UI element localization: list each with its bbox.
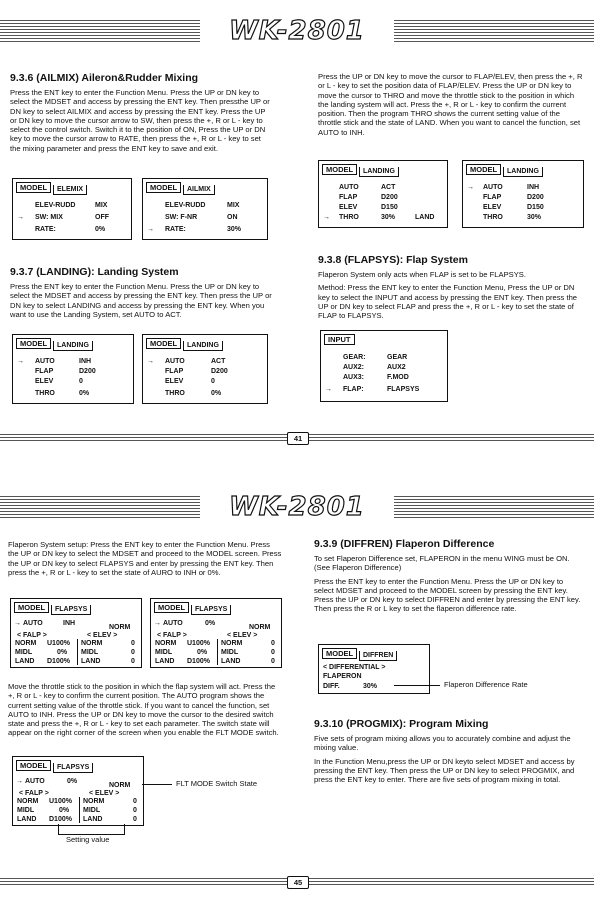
lcd-row-label: LAND bbox=[81, 658, 101, 665]
lcd-row-value: F.MOD bbox=[387, 374, 409, 381]
lcd-row-value: 0 bbox=[133, 807, 137, 814]
paragraph: Flaperon System only acts when FLAP is set to be FLAPSYS. bbox=[318, 270, 526, 279]
paragraph: Five sets of program mixing allows you to accurately combine and adjust the mixing value. bbox=[314, 734, 571, 753]
lcd-row-label: AUTO bbox=[163, 620, 183, 627]
lcd-row-label: DIFF. bbox=[323, 683, 340, 690]
right-column bbox=[318, 72, 584, 141]
lcd-row-value: U100% bbox=[187, 640, 210, 647]
cursor-arrow-icon: → bbox=[17, 358, 24, 365]
lcd-screen-landing-inh bbox=[12, 334, 134, 404]
cursor-arrow-icon: → bbox=[14, 620, 21, 627]
page-number: 45 bbox=[287, 876, 309, 889]
lcd-screen-input bbox=[320, 330, 448, 402]
lcd-row-label: RATE: bbox=[165, 226, 186, 233]
lcd-row-value: 30% bbox=[381, 214, 396, 221]
cursor-arrow-icon: → bbox=[16, 778, 23, 785]
cursor-arrow-icon: → bbox=[467, 184, 474, 191]
lcd-row-value: FLAPSYS bbox=[387, 386, 420, 393]
lcd-row-label: LAND bbox=[15, 658, 35, 665]
paragraph: Press the UP or DN key to move the cursor to FLAP/ELEV, then press the +, R or L - key to set the position data of FLAP/ELEV. Press the UP or DN key to move the cursor to THRO and move the throttle stick to the position in which the landing system will act. Press the +, R or L - key to confirm the current position. Then the program THRO shows the current setting value of the throttle stick and the state of LAND. When you want to cancel the function, set AUTO to INH. bbox=[318, 72, 583, 137]
lcd-row-label: ELEV-RUDD bbox=[165, 202, 206, 209]
page-number: 41 bbox=[287, 432, 309, 445]
cursor-arrow-icon: → bbox=[147, 358, 154, 365]
lcd-group-label: < ELEV > bbox=[227, 632, 258, 639]
lcd-row-state: LAND bbox=[415, 214, 435, 221]
lcd-divider bbox=[217, 639, 218, 665]
lcd-screen-diffren bbox=[318, 644, 430, 694]
lcd-row-label: SW: F-NR bbox=[165, 214, 198, 221]
lcd-subtab: FLAPSYS bbox=[191, 605, 231, 615]
lcd-row-label: AUX2: bbox=[343, 364, 365, 371]
lcd-row-label: THRO bbox=[339, 214, 359, 221]
lcd-row-label: NORM bbox=[17, 798, 39, 805]
lcd-row-value: 0% bbox=[59, 807, 70, 814]
lcd-row-value: ACT bbox=[211, 358, 226, 365]
lcd-row-label: LAND bbox=[83, 816, 103, 823]
lcd-subtab: LANDING bbox=[53, 341, 93, 351]
lcd-row-label: AUTO bbox=[35, 358, 55, 365]
lcd-row-label: MIDL bbox=[15, 649, 33, 656]
lcd-row-label: LAND bbox=[221, 658, 241, 665]
lcd-tab: MODEL bbox=[146, 182, 181, 193]
page-footer bbox=[0, 432, 594, 444]
lcd-row-value: 0 bbox=[271, 640, 275, 647]
lcd-row-label: MIDL bbox=[83, 807, 101, 814]
cursor-arrow-icon: → bbox=[17, 214, 24, 221]
lcd-row-label: RATE: bbox=[35, 226, 56, 233]
lcd-row-label: FLAP: bbox=[343, 386, 364, 393]
paragraph: In the Function Menu,press the UP or DN keyto select MDSET and access by pressing the ENT key. Then press the UP or DN key to select PROGMIX, and press the ENT key to enter. There are five sets of program mixing in total. bbox=[314, 756, 575, 785]
section-heading-landing: 9.3.7 (LANDING): Landing System bbox=[10, 266, 179, 278]
lcd-row-label: THRO bbox=[165, 390, 185, 397]
lcd-tab: MODEL bbox=[16, 338, 51, 349]
lcd-row-label: NORM bbox=[81, 640, 103, 647]
lcd-row-value: D200 bbox=[211, 368, 228, 375]
lcd-subtab: ELEMIX bbox=[53, 185, 87, 195]
cursor-arrow-icon: → bbox=[147, 226, 154, 233]
lcd-row-label: ELEV bbox=[165, 378, 184, 385]
lcd-row-value: ACT bbox=[381, 184, 396, 191]
lcd-row-value: 30% bbox=[363, 683, 378, 690]
lcd-row-value: MIX bbox=[95, 202, 108, 209]
lcd-row-value: INH bbox=[79, 358, 92, 365]
lcd-subtab: FLAPSYS bbox=[53, 763, 93, 773]
lcd-screen-flapsys-0 bbox=[150, 598, 282, 668]
lcd-row-label: ELEV bbox=[339, 204, 358, 211]
lcd-row-value: 0 bbox=[271, 649, 275, 656]
callout-line bbox=[394, 685, 440, 686]
lcd-row-label: FLAP bbox=[483, 194, 502, 201]
lcd-row-label: MIDL bbox=[221, 649, 239, 656]
lcd-row-label: AUTO bbox=[23, 620, 43, 627]
lcd-row-value: 0 bbox=[131, 658, 135, 665]
lcd-row-value: INH bbox=[527, 184, 540, 191]
lcd-divider bbox=[77, 639, 78, 665]
lcd-row-label: FLAP bbox=[339, 194, 358, 201]
lcd-screen-landing-act bbox=[142, 334, 268, 404]
lcd-divider bbox=[79, 797, 80, 823]
lcd-row-label: NORM bbox=[15, 640, 37, 647]
lcd-row-label: ELEV-RUDD bbox=[35, 202, 76, 209]
lcd-row-value: D100% bbox=[187, 658, 210, 665]
lcd-tab: MODEL bbox=[16, 182, 51, 193]
lcd-row-value: U100% bbox=[49, 798, 72, 805]
page-header bbox=[0, 16, 594, 46]
lcd-row-label: NORM bbox=[83, 798, 105, 805]
lcd-row-label: MIDL bbox=[81, 649, 99, 656]
lcd-switch-state: NORM bbox=[109, 782, 131, 789]
lcd-row-value: 0 bbox=[131, 649, 135, 656]
callout-line bbox=[58, 824, 59, 834]
lcd-row-value: 0% bbox=[197, 649, 208, 656]
lcd-row-value: OFF bbox=[95, 214, 109, 221]
right-column bbox=[314, 538, 584, 618]
lcd-row-value: AUX2 bbox=[387, 364, 406, 371]
lcd-row-value: 0 bbox=[79, 378, 83, 385]
lcd-row-value: 30% bbox=[227, 226, 242, 233]
lcd-row-value: D200 bbox=[381, 194, 398, 201]
lcd-row-label: LAND bbox=[17, 816, 37, 823]
lcd-subtab: LANDING bbox=[503, 167, 543, 177]
lcd-screen-flapsys-annotated bbox=[12, 756, 144, 826]
lcd-group-label: < FALP > bbox=[157, 632, 187, 639]
lcd-subtab: FLAPSYS bbox=[51, 605, 91, 615]
left-column bbox=[10, 72, 272, 157]
paragraph: Press the ENT key to enter the Function Menu. Press the UP or DN key to select MDSET and proceed to the MODEL screen by pressing the ENT key. Press the UP or DN key to select DIFFREN and enter by pressing the ENT key. Then press the R or L key to set the flaperon difference rate. bbox=[314, 576, 581, 614]
lcd-row-value: 0 bbox=[133, 816, 137, 823]
lcd-screen-landing-inh-right bbox=[462, 160, 584, 228]
page-footer bbox=[0, 876, 594, 888]
lcd-subtab: LANDING bbox=[359, 167, 399, 177]
lcd-screen-landing-act-thro bbox=[318, 160, 448, 228]
callout-label-diff-rate: Flaperon Difference Rate bbox=[444, 680, 528, 689]
lcd-tab: MODEL bbox=[14, 602, 49, 613]
lcd-row-label: ELEV bbox=[35, 378, 54, 385]
right-column-progmix bbox=[314, 718, 584, 788]
lcd-row-value: D200 bbox=[527, 194, 544, 201]
lcd-row-label: AUTO bbox=[165, 358, 185, 365]
lcd-group-label: < FALP > bbox=[17, 632, 47, 639]
lcd-screen-flapsys-inh bbox=[10, 598, 142, 668]
lcd-row-label: < DIFFERENTIAL > bbox=[323, 664, 386, 671]
lcd-subtab: AILMIX bbox=[183, 185, 215, 195]
left-column-lower bbox=[8, 682, 282, 742]
lcd-group-label: < FALP > bbox=[19, 790, 49, 797]
lcd-tab: MODEL bbox=[146, 338, 181, 349]
brand-logo: WK-2801 bbox=[200, 16, 394, 46]
brand-logo: WK-2801 bbox=[200, 492, 394, 522]
lcd-row-value: 0 bbox=[211, 378, 215, 385]
lcd-row-label: SW: MIX bbox=[35, 214, 63, 221]
left-column bbox=[8, 540, 282, 581]
lcd-row-value: 0% bbox=[57, 649, 68, 656]
lcd-group-label: < ELEV > bbox=[89, 790, 120, 797]
callout-label-setting-value: Setting value bbox=[66, 835, 110, 844]
page-header bbox=[0, 492, 594, 522]
lcd-row-label: AUTO bbox=[483, 184, 503, 191]
lcd-row-value: 0 bbox=[131, 640, 135, 647]
lcd-switch-state: NORM bbox=[249, 624, 271, 631]
lcd-screen-elemix bbox=[12, 178, 132, 240]
paragraph: Press the ENT key to enter the Function Menu. Press the UP or DN key to select the MDSET and access by pressing the ENT key. Then press the UP or DN key to select LANDING and access by pressing the ENT key. When you want to use the Landing System, set AUTO to ACT. bbox=[10, 282, 272, 319]
right-column-flapsys bbox=[318, 254, 584, 324]
lcd-row-label: FLAP bbox=[35, 368, 54, 375]
lcd-tab: MODEL bbox=[16, 760, 51, 771]
lcd-row-value: U100% bbox=[47, 640, 70, 647]
lcd-row-label: THRO bbox=[35, 390, 55, 397]
lcd-tab: MODEL bbox=[466, 164, 501, 175]
lcd-row-label: FLAP bbox=[165, 368, 184, 375]
lcd-tab: MODEL bbox=[154, 602, 189, 613]
lcd-row-label: GEAR: bbox=[343, 354, 366, 361]
lcd-row-value: 0% bbox=[211, 390, 222, 397]
lcd-tab: MODEL bbox=[322, 648, 357, 659]
lcd-subtab: LANDING bbox=[183, 341, 223, 351]
lcd-row-label: MIDL bbox=[17, 807, 35, 814]
lcd-screen-ailmix bbox=[142, 178, 268, 240]
cursor-arrow-icon: → bbox=[325, 386, 332, 393]
lcd-row-label: FLAPERON bbox=[323, 673, 362, 680]
lcd-row-value: 0% bbox=[79, 390, 90, 397]
lcd-group-label: < ELEV > bbox=[87, 632, 118, 639]
lcd-row-value: 0 bbox=[133, 798, 137, 805]
paragraph: Press the ENT key to enter the Function Menu. Press the UP or DN key to select the MDSET and access by pressing the ENT key. Then pressthe UP or DN key to select AILMIX and access by pressing the ENT key. Press the UP or DN key to move the cursor arrow to SW, then press the +, R or L - key to select the control switch. Switch it to the position of ON, Press the UP or DN key to move the cursor arrow to RATE, then press the +, R or L - key to set the mixing parameter and press the ENT key to save and exit. bbox=[10, 88, 270, 153]
lcd-tab: INPUT bbox=[324, 334, 355, 345]
section-heading-diffren: 9.3.9 (DIFFREN) Flaperon Difference bbox=[314, 538, 495, 550]
lcd-row-value: 0% bbox=[67, 778, 78, 785]
lcd-row-value: D150 bbox=[527, 204, 544, 211]
lcd-row-label: MIDL bbox=[155, 649, 173, 656]
section-heading-flapsys: 9.3.8 (FLAPSYS): Flap System bbox=[318, 254, 468, 266]
lcd-row-value: GEAR bbox=[387, 354, 408, 361]
cursor-arrow-icon: → bbox=[154, 620, 161, 627]
lcd-row-label: AUX3: bbox=[343, 374, 365, 381]
lcd-row-value: INH bbox=[63, 620, 76, 627]
paragraph: To set Flaperon Difference set, FLAPERON in the menu WING must be ON. (See Flaperon Difference) bbox=[314, 554, 570, 573]
lcd-row-value: D200 bbox=[79, 368, 96, 375]
lcd-subtab: DIFFREN bbox=[359, 651, 397, 661]
lcd-row-value: 30% bbox=[527, 214, 542, 221]
paragraph: Flaperon System setup: Press the ENT key to enter the Function Menu. Press the UP or DN key to select the MDSET and proceed to the MODEL screen. Press the UP or DN key to select FLAPSYS and enter by pressing the ENT key. Then press the +, R or L - key to set the state of AURO to INH or 0%. bbox=[8, 540, 282, 577]
callout-line bbox=[124, 824, 125, 834]
section-heading-ailmix: 9.3.6 (AILMIX) Aileron&Rudder Mixing bbox=[10, 72, 199, 84]
lcd-row-label: NORM bbox=[155, 640, 177, 647]
lcd-switch-state: NORM bbox=[109, 624, 131, 631]
lcd-tab: MODEL bbox=[322, 164, 357, 175]
left-column-landing bbox=[10, 266, 272, 323]
lcd-row-label: THRO bbox=[483, 214, 503, 221]
lcd-row-value: ON bbox=[227, 214, 238, 221]
lcd-row-value: 0 bbox=[271, 658, 275, 665]
section-heading-progmix: 9.3.10 (PROGMIX): Program Mixing bbox=[314, 718, 489, 730]
lcd-row-value: 0% bbox=[95, 226, 106, 233]
lcd-row-value: D150 bbox=[381, 204, 398, 211]
lcd-row-value: MIX bbox=[227, 202, 240, 209]
lcd-row-label: NORM bbox=[221, 640, 243, 647]
lcd-row-value: 0% bbox=[205, 620, 216, 627]
lcd-row-label: LAND bbox=[155, 658, 175, 665]
paragraph: Method: Press the ENT key to enter the Function Menu, Press the UP or DN key to select the INPUT and access by pressing the ENT key. Then press the UP or DN key to select FLAP and press the +, R or L - key to set the state of FLAP to FLAPSYS. bbox=[318, 283, 578, 321]
paragraph: Move the throttle stick to the position in which the flap system will act. Press the +, R or L - key to confirm the current position. The AUTO program shows the current setting value of the throttle stick. If you want to cancel the function, set AUTO to INH. Press the UP or DN key to move the cursor to the desired switch state and press the +, R or L - key to set each parameter. The switch state will appear on the right corner of the screen when you enable the FLT MODE switch. bbox=[8, 682, 279, 738]
lcd-row-label: AUTO bbox=[25, 778, 45, 785]
cursor-arrow-icon: → bbox=[323, 214, 330, 221]
callout-line bbox=[142, 784, 172, 785]
callout-label-flt-mode: FLT MODE Switch State bbox=[176, 779, 257, 788]
lcd-row-value: D100% bbox=[47, 658, 70, 665]
lcd-row-label: ELEV bbox=[483, 204, 502, 211]
lcd-row-label: AUTO bbox=[339, 184, 359, 191]
lcd-row-value: D100% bbox=[49, 816, 72, 823]
manual-page-45 bbox=[0, 456, 594, 912]
